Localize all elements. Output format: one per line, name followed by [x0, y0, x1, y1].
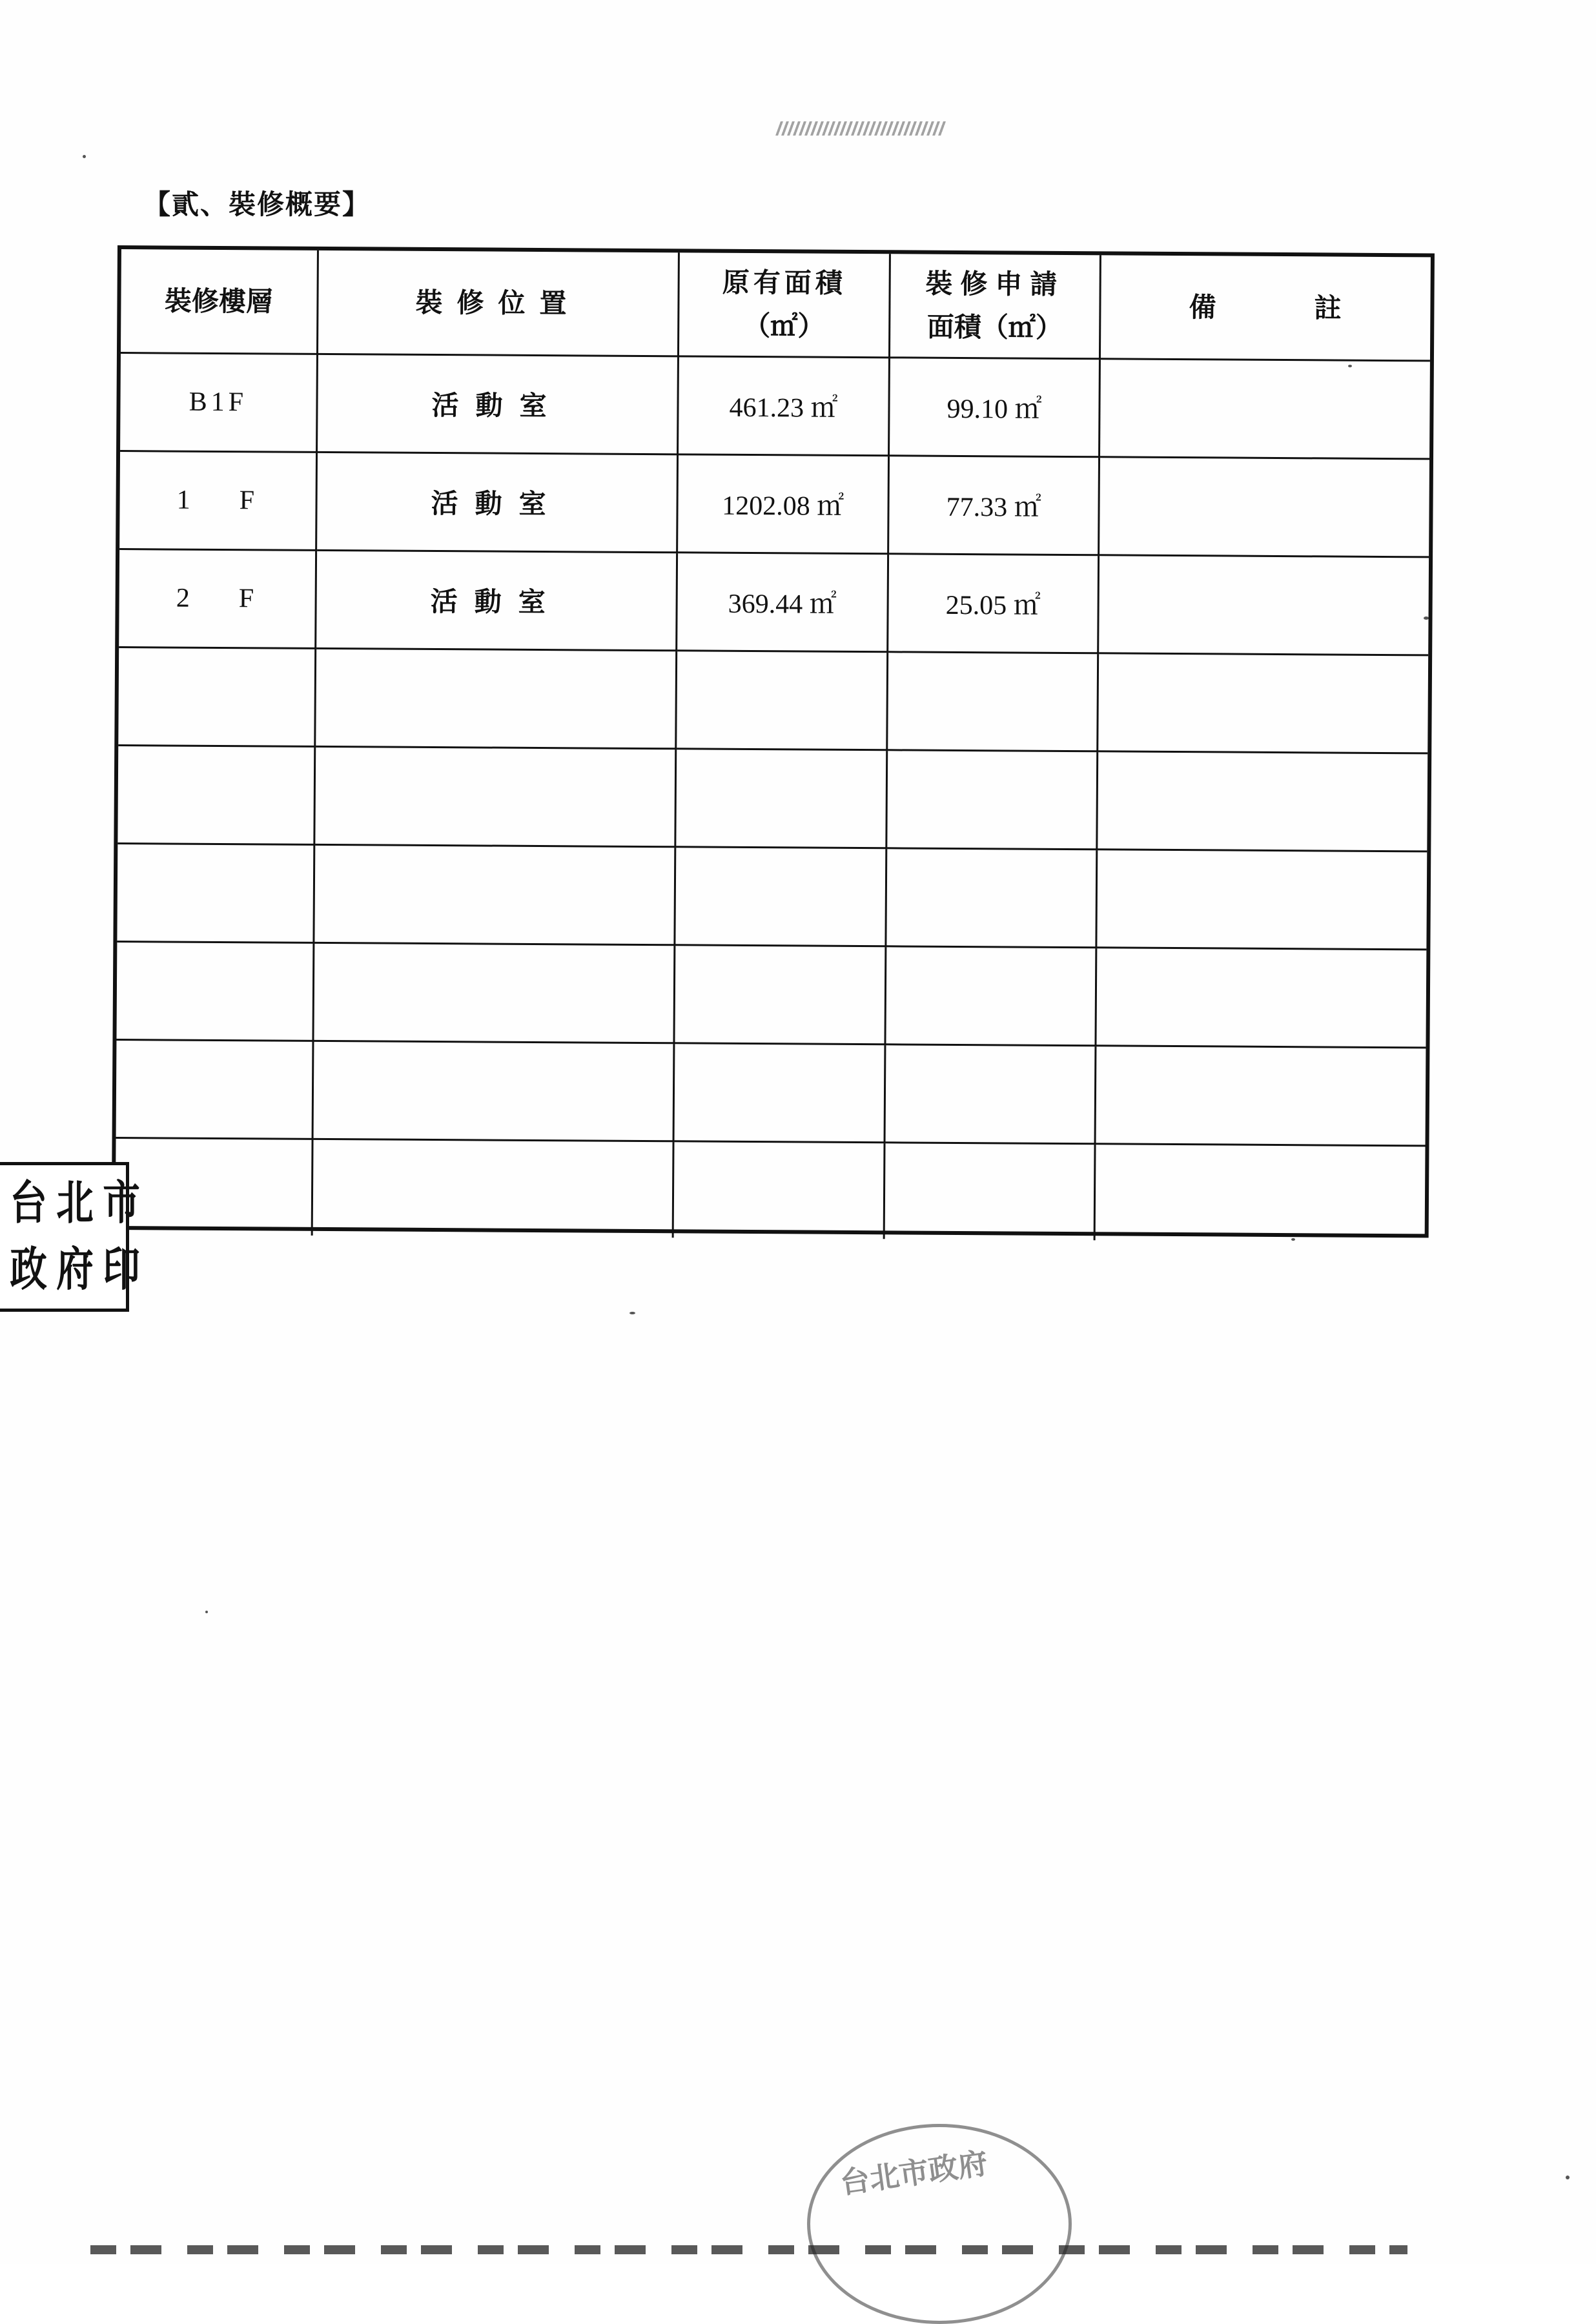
table-row	[118, 647, 1428, 753]
seal-char: 政	[10, 1237, 47, 1303]
cell-original-area: 461.23 ㎡	[678, 356, 889, 455]
cell-applied-area	[886, 749, 1098, 849]
header-original-area	[679, 252, 890, 357]
table-body	[116, 352, 1430, 1242]
table-header-row	[121, 249, 1431, 360]
cell-original-area: 369.44 ㎡	[677, 552, 888, 651]
header-original-area-line1: 原有面積	[685, 260, 884, 305]
header-applied-area	[889, 254, 1100, 358]
cell-location	[312, 1139, 674, 1238]
scan-smudge	[775, 121, 948, 136]
cell-floor-number: B1F	[189, 387, 248, 418]
cell-applied-area: 25.05 ㎡	[888, 553, 1099, 653]
cell-applied-area	[884, 1142, 1095, 1240]
cell-original-area	[673, 1043, 885, 1142]
header-original-area-line2: （㎡）	[684, 304, 883, 349]
table-row	[116, 941, 1426, 1047]
header-location: 裝修位置	[317, 250, 679, 356]
seal-char: 印	[103, 1237, 140, 1303]
cell-floor	[118, 647, 315, 746]
cell-location	[312, 1041, 675, 1141]
cell-note	[1098, 555, 1429, 655]
cell-note	[1096, 849, 1427, 949]
cell-note	[1095, 1143, 1426, 1242]
cell-location	[314, 648, 677, 748]
cell-original-area	[675, 748, 886, 848]
cell-floor	[116, 1039, 313, 1139]
seal-char: 府	[56, 1237, 94, 1303]
cell-location	[314, 844, 676, 944]
cell-floor-suffix: F	[240, 485, 259, 515]
seal-char: 市	[103, 1170, 140, 1237]
cell-applied-area	[887, 651, 1098, 751]
scan-speck	[83, 155, 86, 158]
cell-floor	[118, 745, 314, 844]
cell-note	[1097, 751, 1427, 851]
seal-char: 台	[10, 1170, 47, 1237]
bottom-dashed-rule	[90, 2245, 1407, 2254]
renovation-summary-table	[116, 249, 1431, 1242]
header-note-a: 備	[1189, 291, 1217, 323]
table-row	[119, 549, 1429, 655]
official-seal-left	[0, 1162, 129, 1312]
cell-note	[1098, 653, 1428, 753]
cell-floor	[116, 941, 313, 1041]
header-applied-area-line2: 面積（㎡）	[895, 305, 1094, 350]
cell-applied-area	[886, 848, 1097, 947]
table-row	[120, 352, 1430, 458]
scan-speck	[1566, 2176, 1570, 2179]
cell-location	[313, 943, 675, 1043]
seal-char: 北	[56, 1170, 94, 1237]
official-stamp-bottom-text: 台北市政府	[837, 2139, 990, 2202]
cell-applied-area: 77.33 ㎡	[888, 455, 1100, 555]
cell-applied-area	[885, 946, 1096, 1045]
cell-original-area	[675, 846, 886, 946]
header-applied-area-line1: 裝修申請	[895, 261, 1094, 306]
header-note	[1100, 255, 1431, 360]
cell-note	[1099, 456, 1429, 556]
header-floor: 裝修樓層	[121, 249, 318, 354]
cell-note	[1095, 1045, 1426, 1145]
header-note-b: 註	[1314, 292, 1342, 323]
table-row	[117, 843, 1427, 949]
cell-floor	[117, 843, 314, 943]
cell-floor	[119, 549, 316, 648]
table-row	[118, 745, 1427, 851]
section-heading: 【貳、裝修概要】	[143, 183, 371, 222]
cell-floor-number: 2	[176, 584, 194, 613]
table-row	[116, 1039, 1426, 1145]
table-row	[116, 1137, 1426, 1242]
renovation-summary-table-frame	[112, 245, 1435, 1238]
cell-location: 活動室	[316, 452, 678, 552]
cell-original-area	[674, 944, 885, 1044]
cell-floor	[120, 352, 317, 452]
cell-location	[314, 746, 677, 846]
cell-location: 活動室	[316, 354, 679, 454]
scan-speck	[629, 1312, 635, 1314]
cell-note	[1096, 947, 1426, 1047]
cell-floor-suffix: F	[239, 584, 258, 613]
cell-floor-number: 1	[177, 485, 194, 515]
cell-original-area	[676, 650, 887, 749]
cell-original-area	[673, 1141, 885, 1239]
cell-location: 活動室	[315, 550, 677, 650]
cell-original-area: 1202.08 ㎡	[677, 454, 888, 553]
cell-floor	[119, 451, 316, 550]
table-row	[119, 451, 1429, 556]
cell-applied-area: 99.10 ㎡	[888, 357, 1100, 456]
cell-floor	[116, 1137, 312, 1236]
scan-speck	[205, 1611, 208, 1613]
cell-note	[1100, 358, 1430, 458]
cell-applied-area	[885, 1044, 1096, 1143]
